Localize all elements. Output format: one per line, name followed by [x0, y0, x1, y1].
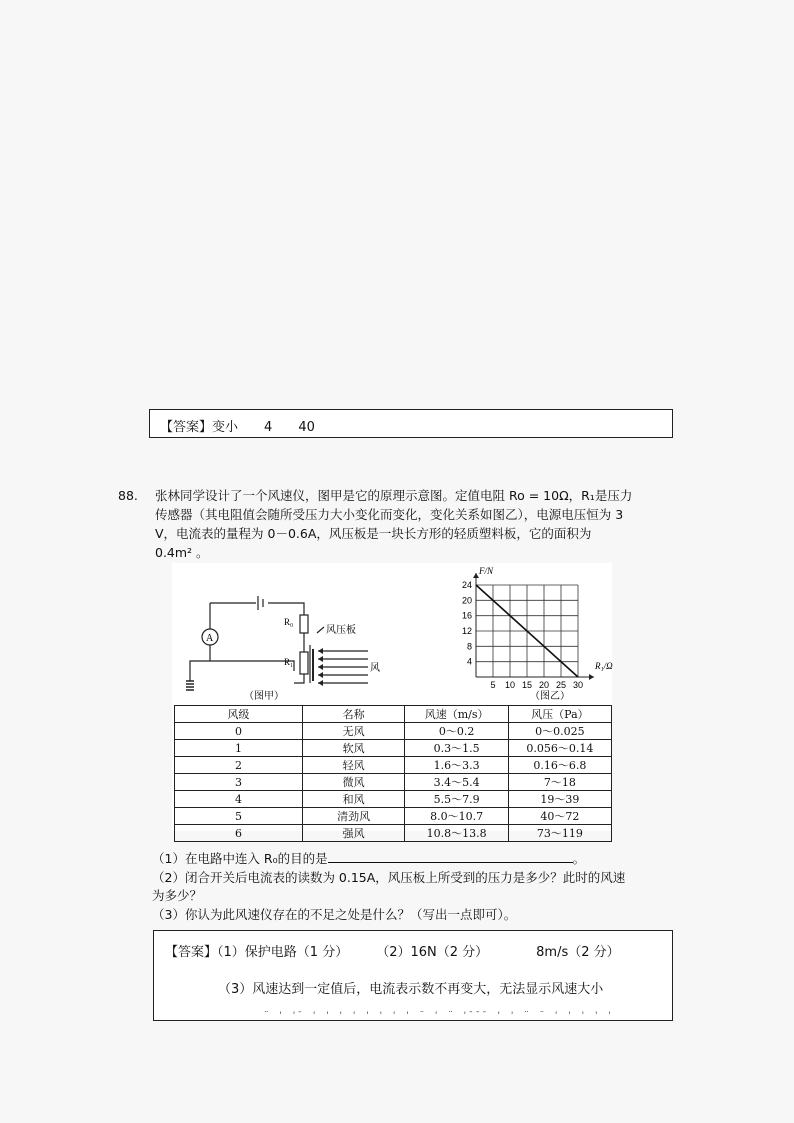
table-cell: 3.4～5.4: [405, 774, 508, 791]
table-cell: 73～119: [508, 825, 611, 842]
table-cell: 10.8～13.8: [405, 825, 508, 842]
table-cell: 2: [175, 757, 303, 774]
chart-xtick-label: 25: [555, 680, 567, 690]
wind-label: 风: [370, 663, 380, 674]
question-line: 0.4m² 。: [155, 545, 209, 560]
subquestion-2-cont: 为多少？: [152, 888, 203, 903]
figure-panel: [172, 563, 613, 840]
table-cell: 软风: [302, 740, 405, 757]
question-text: [118, 486, 678, 562]
table-cell: 0.3～1.5: [405, 740, 508, 757]
chart-ytick-label: 4: [466, 656, 472, 667]
table-cell: 40～72: [508, 808, 611, 825]
table-header: 风级: [175, 706, 303, 723]
question-number: 88.: [118, 488, 138, 503]
subquestion-1-end: 。: [572, 851, 586, 866]
answer-label: 【答案】: [165, 945, 218, 960]
table-cell: 0～0.2: [405, 723, 508, 740]
table-cell: 0: [175, 723, 303, 740]
answer-label: 【答案】: [160, 420, 213, 435]
table-row: [175, 757, 612, 774]
table-cell: 微风: [302, 774, 405, 791]
answer-part-2: （2）16N（2 分）: [376, 945, 489, 960]
table-cell: 0.16～6.8: [508, 757, 611, 774]
chart-xtick-label: 15: [521, 680, 533, 690]
table-cell: 1.6～3.3: [405, 757, 508, 774]
answer-2-row-1: [165, 941, 620, 960]
answer-1-text: [160, 416, 341, 435]
question-line: 张林同学设计了一个风速仪，图甲是它的原理示意图。定值电阻 Ro = 10Ω，R₁是压力: [155, 488, 633, 503]
subquestions: [152, 850, 692, 924]
circuit-diagram: [172, 563, 380, 703]
table-cell: 1: [175, 740, 303, 757]
table-header: 风速（m/s）: [405, 706, 508, 723]
table-cell: 3: [175, 774, 303, 791]
answer-value-1: 变小: [212, 420, 239, 435]
chart-ytick-label: 24: [461, 580, 472, 590]
r1-label: R₁: [284, 657, 294, 667]
table-row: [175, 791, 612, 808]
answer-part-4: （3）风速达到一定值后，电流表示数不再变大，无法显示风速大小: [218, 982, 604, 997]
subquestion-3: （3）你认为此风速仪存在的不足之处是什么？（写出一点即可）。: [152, 906, 517, 922]
table-cell: 5.5～7.9: [405, 791, 508, 808]
subquestion-2: （2）闭合开关后电流表的读数为 0.15A，风压板上所受到的压力是多少？此时的风速: [152, 869, 626, 885]
table-header-row: [175, 706, 612, 723]
chart-ytick-label: 8: [466, 641, 472, 652]
chart-caption: （图乙）: [530, 691, 570, 702]
chart-xtick-label: 20: [538, 680, 550, 690]
answer-part-1: （1）保护电路（1 分）: [217, 945, 349, 960]
answer-box-1: [149, 409, 673, 438]
table-header: 风压（Pa）: [508, 706, 611, 723]
question-line: 传感器（其电阻值会随所受压力大小变化而变化，变化关系如图乙），电源电压恒为 3: [155, 507, 624, 522]
chart-ytick-label: 20: [461, 595, 472, 606]
table-row: [175, 774, 612, 791]
table-row: [175, 740, 612, 757]
answer-cutoff-line: ¨ ' ' ̄ ' ' ' ' ' ' ' ' ¨ ' ¨ ' ̄ ̄ ̄ ' ' ¨ ¨ ' ' ' ' ': [264, 1011, 615, 1021]
chart-ytick-label: 12: [461, 626, 472, 636]
plate-label: 风压板: [326, 625, 356, 636]
ammeter-label: A: [206, 633, 214, 644]
table-cell: 和风: [302, 791, 405, 808]
table-cell: 0～0.025: [508, 723, 611, 740]
chart-xtick-label: 10: [504, 680, 516, 690]
answer-value-2: 4: [264, 420, 273, 435]
table-row: [175, 723, 612, 740]
subquestion-1-text: （1）在电路中连入 R₀的目的是: [152, 851, 328, 866]
chart-xtick-label: 5: [490, 680, 496, 690]
figure-jia-caption: （图甲）: [244, 691, 284, 702]
table-row: [175, 825, 612, 842]
question-line: V，电流表的量程为 0－0.6A，风压板是一块长方形的轻质塑料板，它的面积为: [155, 526, 592, 541]
r0-label: R₀: [284, 617, 294, 627]
chart-ytick-label: 16: [461, 610, 472, 621]
force-resistance-chart: [422, 563, 612, 703]
answer-blank[interactable]: [328, 850, 573, 863]
table-header: 名称: [302, 706, 405, 723]
wind-table: [174, 705, 612, 842]
table-cell: 4: [175, 791, 303, 808]
table-cell: 0.056～0.14: [508, 740, 611, 757]
table-cell: 6: [175, 825, 303, 842]
chart-xlabel: R₁/Ω: [595, 661, 613, 671]
answer-part-3: 8m/s（2 分）: [536, 945, 620, 960]
table-cell: 强风: [302, 825, 405, 842]
table-cell: 5: [175, 808, 303, 825]
table-cell: 8.0～10.7: [405, 808, 508, 825]
table-cell: 7～18: [508, 774, 611, 791]
answer-box-2: [153, 930, 673, 1021]
answer-value-3: 40: [298, 420, 315, 435]
chart-x-arrow: [589, 674, 594, 680]
table-cell: 清劲风: [302, 808, 405, 825]
chart-ylabel: F/N: [479, 566, 494, 576]
table-cell: 19～39: [508, 791, 611, 808]
subquestion-1: [152, 850, 692, 869]
table-cell: 轻风: [302, 757, 405, 774]
table-cell: 无风: [302, 723, 405, 740]
chart-xtick-label: 30: [572, 680, 584, 690]
table-row: [175, 808, 612, 825]
